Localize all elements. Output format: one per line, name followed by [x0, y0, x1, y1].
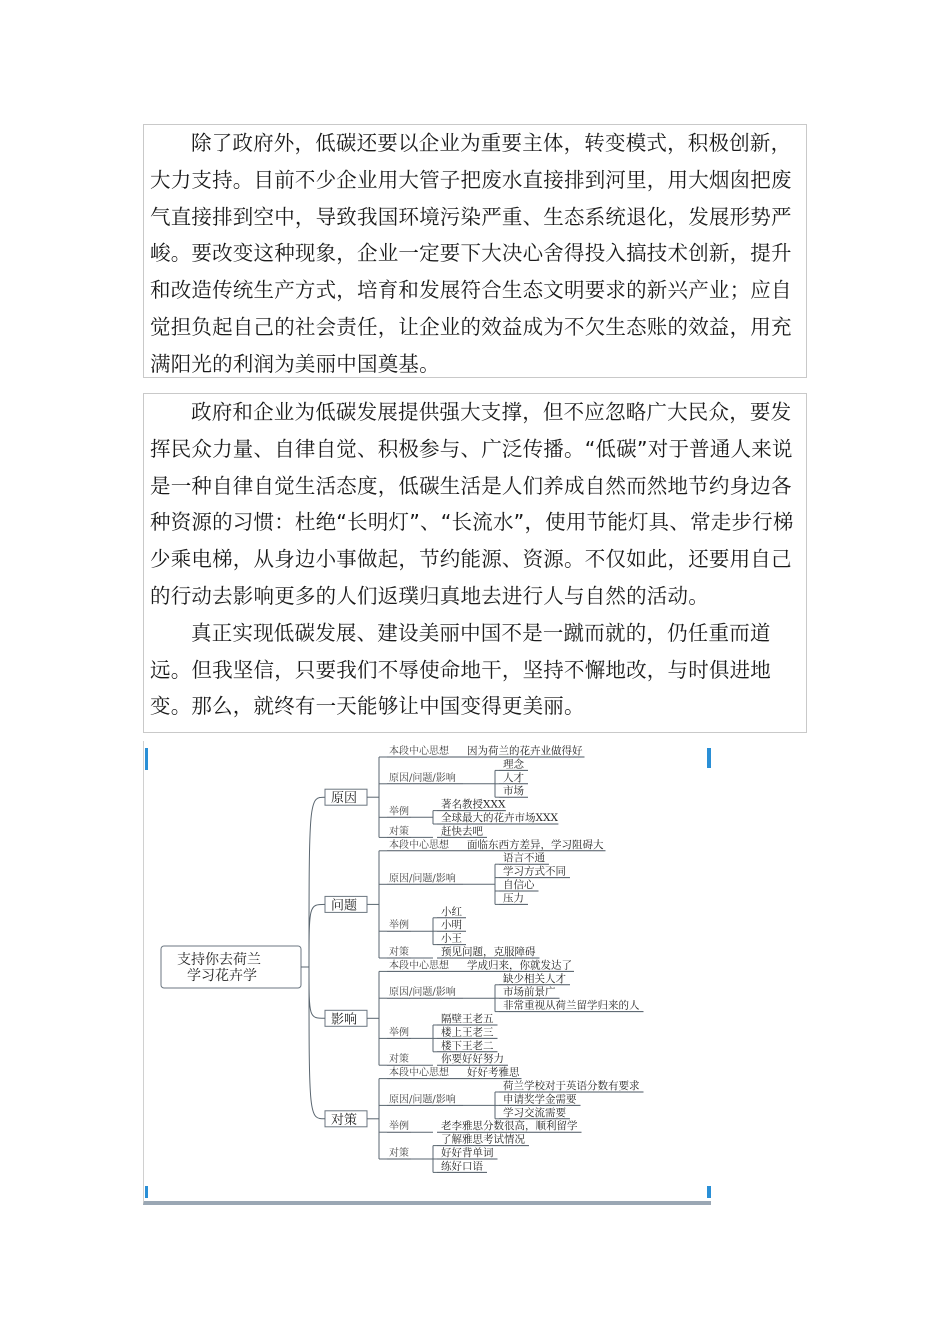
node-leaf: 你要好好努力 — [441, 1053, 504, 1066]
node-label: 举例 — [389, 920, 409, 932]
node-leaf: 小红 — [441, 905, 462, 918]
node-leaf: 语言不通 — [503, 852, 545, 865]
node-leaf: 面临东西方差异，学习阻碍大 — [467, 838, 604, 851]
category-node-label: 原因 — [331, 791, 358, 807]
root-node-label: 支持你去荷兰 — [177, 952, 261, 968]
node-leaf: 自信心 — [503, 879, 535, 891]
node-leaf: 理念 — [503, 758, 524, 771]
node-label: 举例 — [389, 806, 409, 818]
node-label: 对策 — [389, 1054, 409, 1066]
node-label: 举例 — [389, 1121, 409, 1133]
connector — [309, 904, 325, 967]
node-label: 原因/问题/影响 — [389, 772, 456, 784]
connector — [309, 797, 325, 967]
node-label: 本段中心思想 — [389, 960, 449, 972]
node-leaf: 非常重视从荷兰留学归来的人 — [503, 999, 640, 1012]
mindmap-diagram — [144, 741, 712, 1201]
node-leaf: 压力 — [503, 892, 524, 905]
node-leaf: 申请奖学金需要 — [503, 1093, 577, 1106]
node-leaf: 好好考雅思 — [467, 1066, 520, 1079]
category-node-label: 问题 — [331, 898, 358, 914]
node-leaf: 缺少相关人才 — [503, 972, 566, 985]
window-edge-marker — [145, 748, 148, 770]
paragraph-box-enterprise — [143, 124, 807, 378]
node-label: 本段中心思想 — [389, 1067, 449, 1079]
node-leaf: 著名教授XXX — [441, 798, 506, 811]
node-label: 对策 — [389, 826, 409, 838]
node-leaf: 楼下王老二 — [441, 1039, 494, 1052]
node-leaf: 预见问题，克服障碍 — [441, 946, 536, 958]
node-label: 举例 — [389, 1027, 409, 1039]
node-label: 原因/问题/影响 — [389, 873, 456, 885]
node-leaf: 小明 — [441, 919, 462, 932]
window-edge-marker — [707, 1186, 711, 1198]
node-label: 对策 — [389, 1148, 409, 1159]
node-leaf: 学习交流需要 — [503, 1106, 566, 1119]
node-leaf: 因为荷兰的花卉业做得好 — [467, 745, 583, 757]
paragraph-enterprise: 除了政府外，低碳还要以企业为重要主体，转变模式，积极创新，大力支持。目前不少企业用大管子把废水直接排到河里，用大烟囱把废气直接排到空中，导致我国环境污染严重、生态系统退化，发展形势严峻。要改变这种现象，企业一定要下大决心舍得投入搞技术创新，提升和改造传统生产方式，培育和发展符合生态文明要求的新兴产业；应自觉担负起自己的社会责任，让企业的效益成为不欠生态账的效益，用充满阳光的利润为美丽中国奠基。 — [150, 131, 792, 376]
node-leaf: 学习方式不同 — [503, 865, 566, 878]
connector — [309, 967, 325, 1119]
window-edge-marker — [145, 1186, 148, 1198]
paragraph-conclusion: 真正实现低碳发展、建设美丽中国不是一蹴而就的，仍任重而道远。但我坚信，只要我们不辱使命地干，坚持不懈地改，与时俱进地变。那么，就终有一天能够让中国变得更美丽。 — [150, 620, 771, 719]
connector — [309, 967, 325, 1018]
node-leaf: 楼上王老三 — [441, 1026, 494, 1039]
node-leaf: 老李雅思分数很高，顺利留学 — [441, 1120, 578, 1133]
category-node-label: 对策 — [331, 1112, 358, 1128]
category-node-label: 影响 — [331, 1012, 358, 1028]
node-leaf: 市场 — [503, 785, 524, 798]
paragraph-public: 政府和企业为低碳发展提供强大支撑，但不应忽略广大民众，要发挥民众力量、自律自觉、积极参与、广泛传播。“低碳”对于普通人来说是一种自律自觉生活态度，低碳生活是人们养成自然而然地节约身边各种资源的习惯：杜绝“长明灯”、“长流水”，使用节能灯具、常走步行梯少乘电梯，从身边小事做起，节约能源、资源。不仅如此，还要用自己的行动去影响更多的人们返璞归真地去进行人与自然的活动。 — [150, 400, 794, 608]
node-leaf: 小王 — [441, 932, 462, 945]
node-label: 对策 — [389, 947, 409, 958]
node-label: 原因/问题/影响 — [389, 1094, 456, 1106]
node-leaf: 隔壁王老五 — [441, 1013, 494, 1025]
node-leaf: 全球最大的花卉市场XXX — [441, 812, 558, 824]
node-label: 本段中心思想 — [389, 839, 449, 851]
node-leaf: 好好背单词 — [441, 1147, 494, 1159]
node-leaf: 市场前景广 — [503, 986, 556, 999]
node-leaf: 荷兰学校对于英语分数有要求 — [503, 1080, 640, 1092]
root-node-label: 学习花卉学 — [187, 968, 257, 984]
node-leaf: 人才 — [503, 771, 524, 784]
node-leaf: 练好口语 — [441, 1160, 483, 1173]
node-label: 本段中心思想 — [389, 746, 449, 757]
mindmap-image — [143, 741, 711, 1205]
node-leaf: 了解雅思考试情况 — [441, 1133, 525, 1146]
node-leaf: 学成归来，你就发达了 — [467, 959, 572, 972]
node-label: 原因/问题/影响 — [389, 987, 456, 999]
node-leaf: 赶快去吧 — [441, 825, 483, 838]
paragraph-box-public — [143, 393, 807, 733]
window-edge-marker — [707, 748, 711, 768]
